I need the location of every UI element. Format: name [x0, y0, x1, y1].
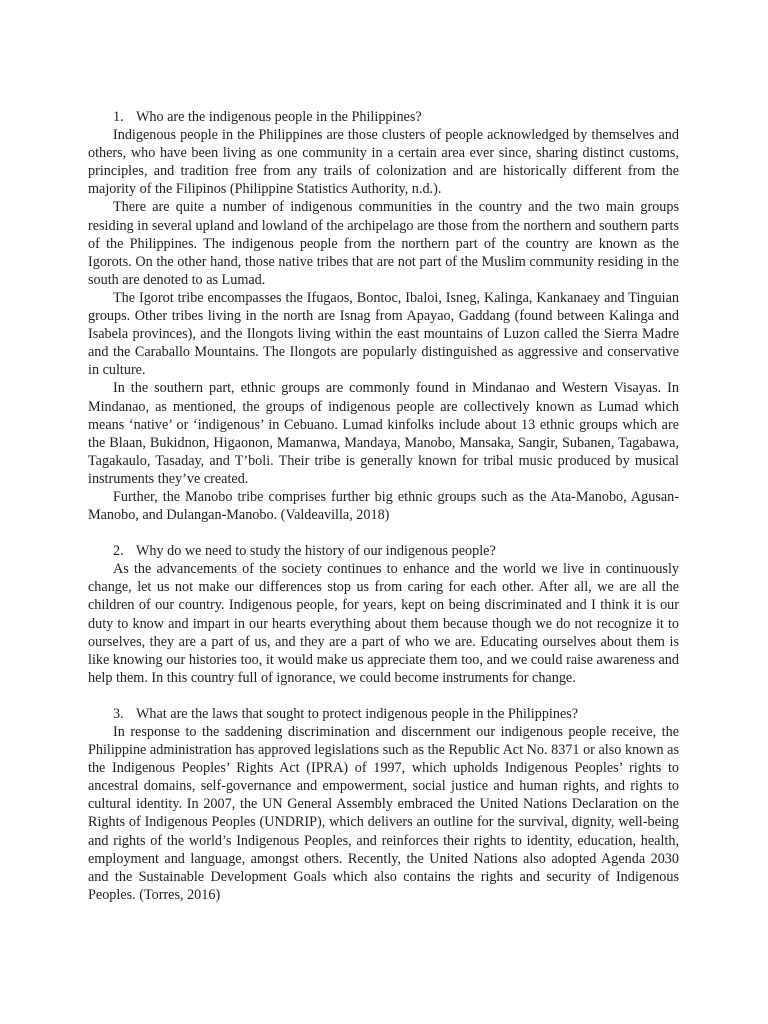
question-text: Who are the indigenous people in the Philippines? [136, 109, 422, 125]
section-3 [88, 705, 679, 904]
body-paragraph: There are quite a number of indigenous communities in the country and the two main groups residing in several upland and lowland of the archipelago are those from the northern and southern parts of the Philippines. The indigenous people from the northern part of the country are known as the Igorots. On the other hand, those native tribes that are not part of the Muslim community residing in the south are denoted to as Lumad. [88, 199, 679, 288]
question-heading [88, 542, 679, 560]
question-number: 3. [113, 705, 124, 722]
section-2 [88, 542, 679, 687]
body-paragraph: In response to the saddening discrimination and discernment our indigenous people receive, the Philippine administration has approved legislations such as the Republic Act No. 8371 or also known as the Indigenous Peoples’ Rights Act (IPRA) of 1997, which upholds Indigenous Peoples’ rights to ancestral domains, self-governance and empowerment, social justice and human rights, and rights to cultural identity. In 2007, the UN General Assembly embraced the United Nations Declaration on the Rights of Indigenous Peoples (UNDRIP), which delivers an outline for the survival, dignity, well-being and rights of the world’s Indigenous Peoples, and reinforces their rights to identity, education, health, employment and language, amongst others. Recently, the United Nations also adopted Agenda 2030 and the Sustainable Development Goals which also contains the rights and security of Indigenous Peoples. (Torres, 2016) [88, 724, 679, 903]
section-1 [88, 108, 679, 524]
body-paragraph: Further, the Manobo tribe comprises further big ethnic groups such as the Ata-Manobo, Agusan-Manobo, and Dulangan-Manobo. (Valdeavilla, 2018) [88, 488, 679, 524]
question-heading [88, 108, 679, 126]
body-paragraph: Indigenous people in the Philippines are those clusters of people acknowledged by themselves and others, who have been living as one community in a certain area ever since, sharing distinct customs, principles, and tradition free from any trails of colonization and are historically different from the majority of the Filipinos (Philippine Statistics Authority, n.d.). [88, 127, 679, 198]
body-paragraph: As the advancements of the society continues to enhance and the world we live in continuously change, let us not make our differences stop us from caring for each other. After all, we are all the children of our country. Indigenous people, for years, kept on being discriminated and I think it is our duty to know and impart in our hearts everything about them because though we do not recognize it to ourselves, they are a part of us, and they are a part of who we are. Educating ourselves about them is like knowing our histories too, it would make us appreciate them too, and we could raise awareness and help them. In this country full of ignorance, we could become instruments for change. [88, 561, 679, 686]
body-paragraph: The Igorot tribe encompasses the Ifugaos, Bontoc, Ibaloi, Isneg, Kalinga, Kankanaey and Tinguian groups. Other tribes living in the north are Isnag from Apayao, Gaddang (found between Kalinga and Isabela provinces), and the Ilongots living within the east mountains of Luzon called the Sierra Madre and the Caraballo Mountains. The Ilongots are popularly distinguished as aggressive and conservative in culture. [88, 289, 679, 379]
section-spacer [88, 524, 679, 542]
question-number: 1. [113, 109, 124, 125]
body-paragraph: In the southern part, ethnic groups are commonly found in Mindanao and Western Visayas. In Mindanao, as mentioned, the groups of indigenous people are collectively known as Lumad which means ‘native’ or ‘indigenous’ in Cebuano. Lumad kinfolks include about 13 ethnic groups which are the Blaan, Bukidnon, Higaonon, Mamanwa, Mandaya, Manobo, Mansaka, Sangir, Subanen, Tagabawa, Tagakaulo, Tasaday, and T’boli. Their tribe is generally known for tribal music produced by musical instruments they’ve created. [88, 380, 679, 487]
section-spacer [88, 687, 679, 705]
document-page [88, 108, 679, 904]
question-number: 2. [113, 543, 124, 560]
question-text: What are the laws that sought to protect indigenous people in the Philippines? [136, 705, 579, 722]
question-heading [88, 705, 679, 723]
question-text: Why do we need to study the history of our indigenous people? [136, 543, 496, 560]
